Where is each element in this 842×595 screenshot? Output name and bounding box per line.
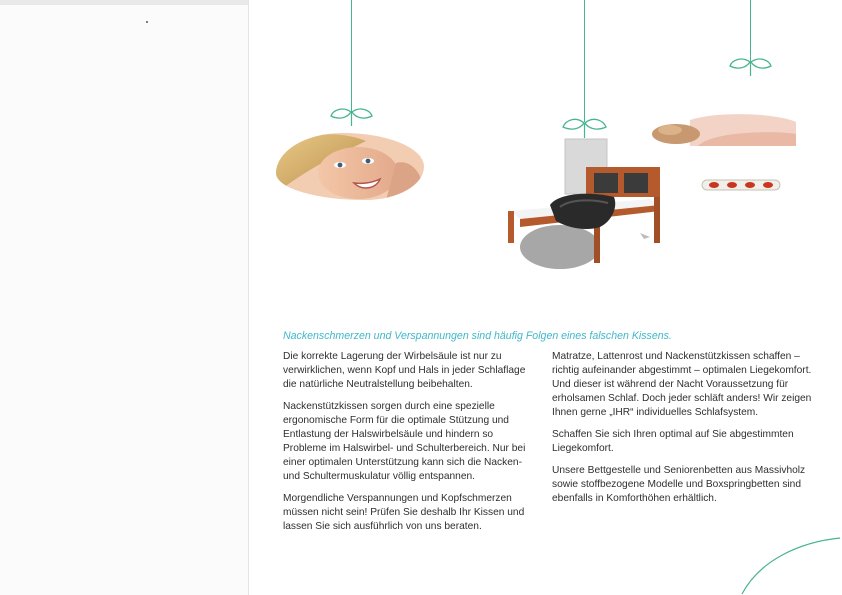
neck-pillow-photo — [650, 112, 800, 150]
paragraph: Matratze, Lattenrost und Nackenstützkissen schaffen – richtig aufeinander abgestimmt – optimalen Liegekomfort. Und dieser ist während der Nacht Voraussetzung für erholsamen Schlaf. Doch jeder schläft anders! Wir zeigen Ihnen gerne „IHR“ individuelles Schlafsystem. — [552, 351, 812, 418]
text-column-right — [552, 350, 812, 514]
bed-photo — [500, 135, 690, 275]
leaf-sprig-right-icon — [730, 58, 772, 78]
headline: Nackenschmerzen und Verspannungen sind häufig Folgen eines falschen Kissens. — [283, 330, 672, 342]
woman-face-photo — [276, 133, 424, 200]
scan-speck — [146, 21, 148, 23]
leaf-sprig-left-icon — [331, 108, 373, 128]
vine-line-right — [750, 0, 751, 62]
paragraph: Die korrekte Lagerung der Wirbelsäule ist nur zu verwirklichen, wenn Kopf und Hals in jeder Schlaflage die natürliche Neutralstellung beibehalten. — [283, 351, 526, 390]
vine-line-middle — [584, 0, 585, 122]
paragraph: Nackenstützkissen sorgen durch eine spezielle ergonomische Form für die optimale Stützung und Entlastung der Halswirbelsäule und hindern so Probleme im Halswirbel- und Schulterbereich. Nur bei einer optimalen Unterstützung kann sich die Nacken- und Schultermuskulatur völlig entspannen. — [283, 401, 526, 482]
paragraph: Morgendliche Verspannungen und Kopfschmerzen müssen nicht sein! Prüfen Sie deshalb Ihr Kissen und lassen Sie sich ausführlich von uns beraten. — [283, 493, 525, 532]
scan-edge-strip — [0, 0, 248, 5]
text-column-left — [283, 350, 538, 542]
roll-pillow-photo — [700, 177, 782, 193]
left-blank-page — [0, 0, 249, 595]
paragraph: Schaffen Sie sich Ihren optimal auf Sie abgestimmten Liegekomfort. — [552, 429, 794, 454]
vine-line-left — [351, 0, 352, 112]
decorative-curve-icon — [740, 530, 842, 595]
paragraph: Unsere Bettgestelle und Seniorenbetten aus Massivholz sowie stoffbezogene Modelle und Boxspringbetten sind ebenfalls in Komforthöhen erhältlich. — [552, 465, 806, 504]
